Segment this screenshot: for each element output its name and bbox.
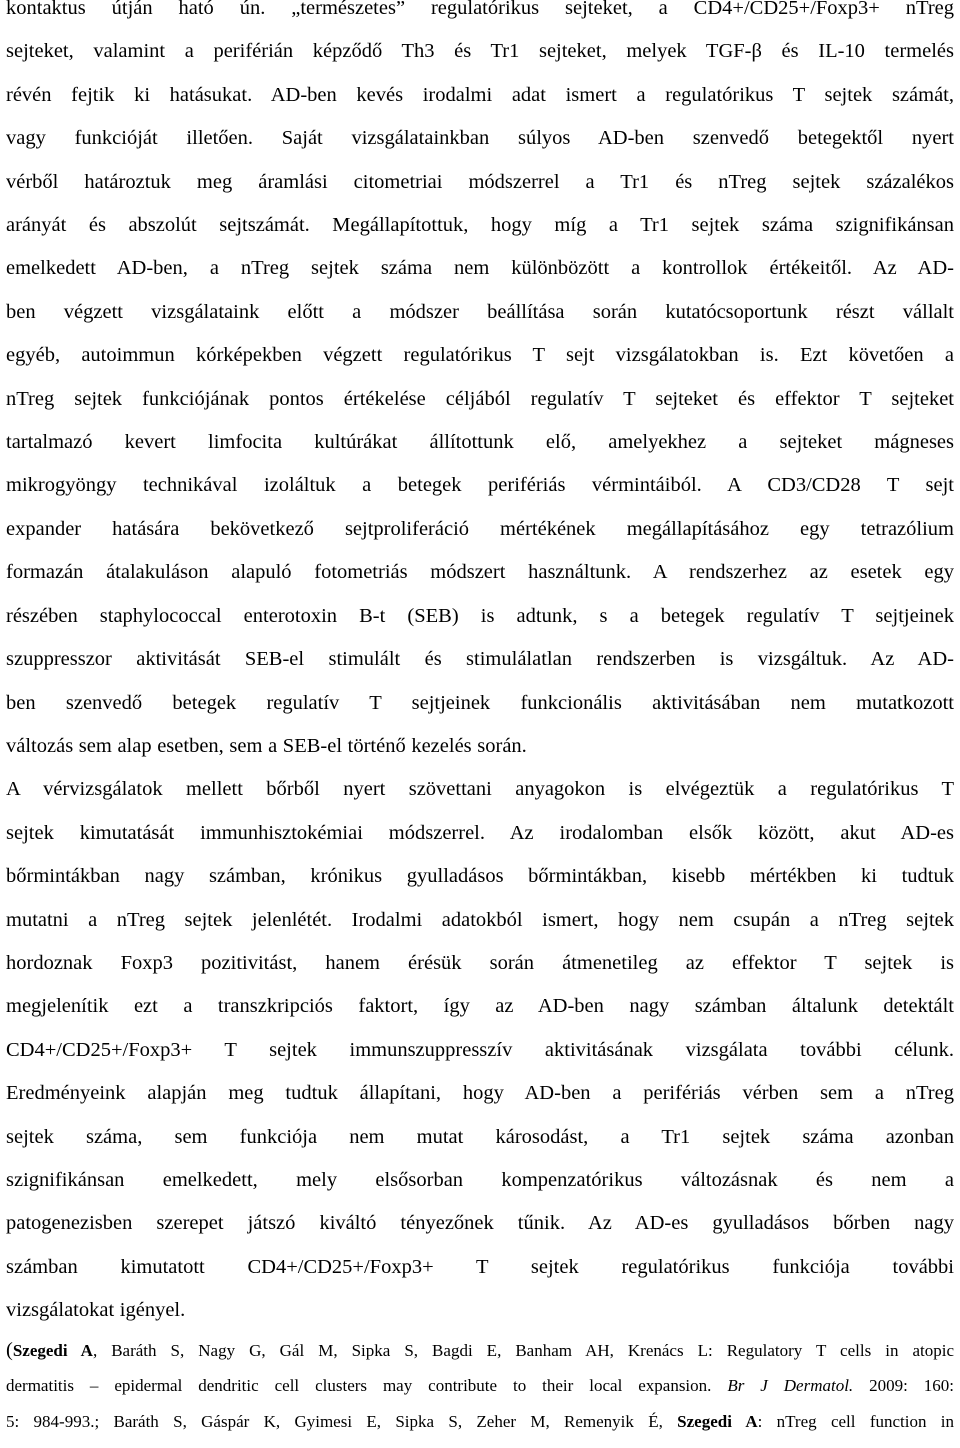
reference-text: , Baráth S, Nagy G, Gál M, Sipka S, Bagdi E, Banham AH, Krenács L: Regulatory T cells in atopic — [92, 1340, 954, 1360]
reference-text: : nTreg cell function in — [757, 1411, 954, 1431]
highlighted-author: Szegedi A — [677, 1411, 758, 1431]
text-line: arányát és abszolút sejtszámát. Megállapítottuk, hogy míg a Tr1 sejtek száma szignifikánsan — [6, 214, 954, 237]
text-line: ben végzett vizsgálataink előtt a módszer beállítása során kutatócsoportunk részt vállalt — [6, 300, 954, 323]
text-line: sejteket, valamint a periférián képződő Th3 és Tr1 sejteket, melyek TGF-β és IL-10 termelés — [6, 40, 954, 63]
paragraph-1 — [6, 0, 954, 768]
text-line: nTreg sejtek funkciójának pontos értékelése céljából regulatív T sejteket és effektor T sejteket — [6, 387, 954, 410]
text-line: vizsgálatokat igényel. — [6, 1299, 186, 1322]
text-line: expander hatására bekövetkező sejtproliferáció mértékének megállapításához egy tetrazólium — [6, 517, 954, 540]
text-line: mutatni a nTreg sejtek jelenlétét. Irodalmi adatokból ismert, hogy nem csupán a nTreg sejtek — [6, 908, 954, 931]
text-line: megjelenítik ezt a transzkripciós faktort, így az AD-ben nagy számban általunk detektált — [6, 995, 954, 1018]
text-line: A vérvizsgálatok mellett bőrből nyert szövettani anyagokon is elvégeztük a regulatórikus T — [6, 778, 954, 801]
journal-name: Br J Dermatol. — [727, 1376, 854, 1396]
reference-line-1 — [6, 1333, 954, 1369]
reference-line-2 — [6, 1368, 954, 1404]
text-line: szignifikánsan emelkedett, mely elsősorban kompenzatórikus változásnak és nem a — [6, 1168, 954, 1191]
text-line: számban kimutatott CD4+/CD25+/Foxp3+ T sejtek regulatórikus funkciója további — [6, 1255, 954, 1278]
text-line: sejtek száma, sem funkciója nem mutat károsodást, a Tr1 sejtek száma azonban — [6, 1125, 954, 1148]
text-line: változás sem alap esetben, sem a SEB-el történő kezelés során. — [6, 734, 527, 757]
text-line: vagy funkcióját illetően. Saját vizsgálatainkban súlyos AD-ben szenvedő betegektől nyert — [6, 127, 954, 150]
reference-text: 2009: 160: — [853, 1376, 954, 1396]
text-line: részében staphylococcal enterotoxin B-t (SEB) is adtunk, s a betegek regulatív T sejtjeinek — [6, 604, 954, 627]
text-line: sejtek kimutatását immunhisztokémiai módszerrel. Az irodalomban elsők között, akut AD-es — [6, 821, 954, 844]
text-line: patogenezisben szerepet játszó kiváltó tényezőnek tűnik. Az AD-es gyulladásos bőrben nagy — [6, 1212, 954, 1235]
open-parenthesis: ( — [6, 1338, 13, 1361]
text-line: tartalmazó kevert limfocita kultúrákat állítottunk elő, amelyekhez a sejteket mágneses — [6, 431, 954, 454]
text-line: egyéb, autoimmun kórképekben végzett regulatórikus T sejt vizsgálatokban is. Ezt követően a — [6, 344, 954, 367]
text-line: hordoznak Foxp3 pozitivitást, hanem érésük során átmenetileg az effektor T sejtek is — [6, 951, 954, 974]
text-line: mikrogyöngy technikával izoláltuk a betegek perifériás vérmintáiból. A CD3/CD28 T sejt — [6, 474, 954, 497]
reference-text: dermatitis – epidermal dendritic cell clusters may contribute to their local expansion. — [6, 1376, 728, 1396]
text-line: kontaktus útján ható ún. „természetes” regulatórikus sejteket, a CD4+/CD25+/Foxp3+ nTreg — [6, 0, 954, 19]
highlighted-author: Szegedi A — [12, 1340, 93, 1360]
paragraph-2 — [6, 768, 954, 1332]
reference-citation — [6, 1333, 954, 1440]
text-line: bőrmintákban nagy számban, krónikus gyulladásos bőrmintákban, kisebb mértékben ki tudtuk — [6, 865, 954, 888]
reference-line-3 — [6, 1404, 954, 1440]
text-line: révén fejtik ki hatásukat. AD-ben kevés irodalmi adat ismert a regulatórikus T sejtek számát, — [6, 83, 954, 106]
text-line: szuppresszor aktivitását SEB-el stimulált és stimulálatlan rendszerben is vizsgáltuk. Az AD- — [6, 648, 954, 671]
text-line: vérből határoztuk meg áramlási citometriai módszerrel a Tr1 és nTreg sejtek százalékos — [6, 170, 954, 193]
document-page — [6, 0, 954, 1448]
text-line: ben szenvedő betegek regulatív T sejtjeinek funkcionális aktivitásában nem mutatkozott — [6, 691, 954, 714]
text-line: formazán átalakuláson alapuló fotometriás módszert használtunk. A rendszerhez az esetek egy — [6, 561, 954, 584]
text-line: CD4+/CD25+/Foxp3+ T sejtek immunszuppresszív aktivitásának vizsgálata további célunk. — [6, 1038, 954, 1061]
text-line: emelkedett AD-ben, a nTreg sejtek száma nem különbözött a kontrollok értékeitől. Az AD- — [6, 257, 954, 280]
text-line: Eredményeink alapján meg tudtuk állapítani, hogy AD-ben a perifériás vérben sem a nTreg — [6, 1082, 954, 1105]
reference-text: 5: 984-993.; Baráth S, Gáspár K, Gyimesi E, Sipka S, Zeher M, Remenyik É, — [6, 1411, 678, 1431]
